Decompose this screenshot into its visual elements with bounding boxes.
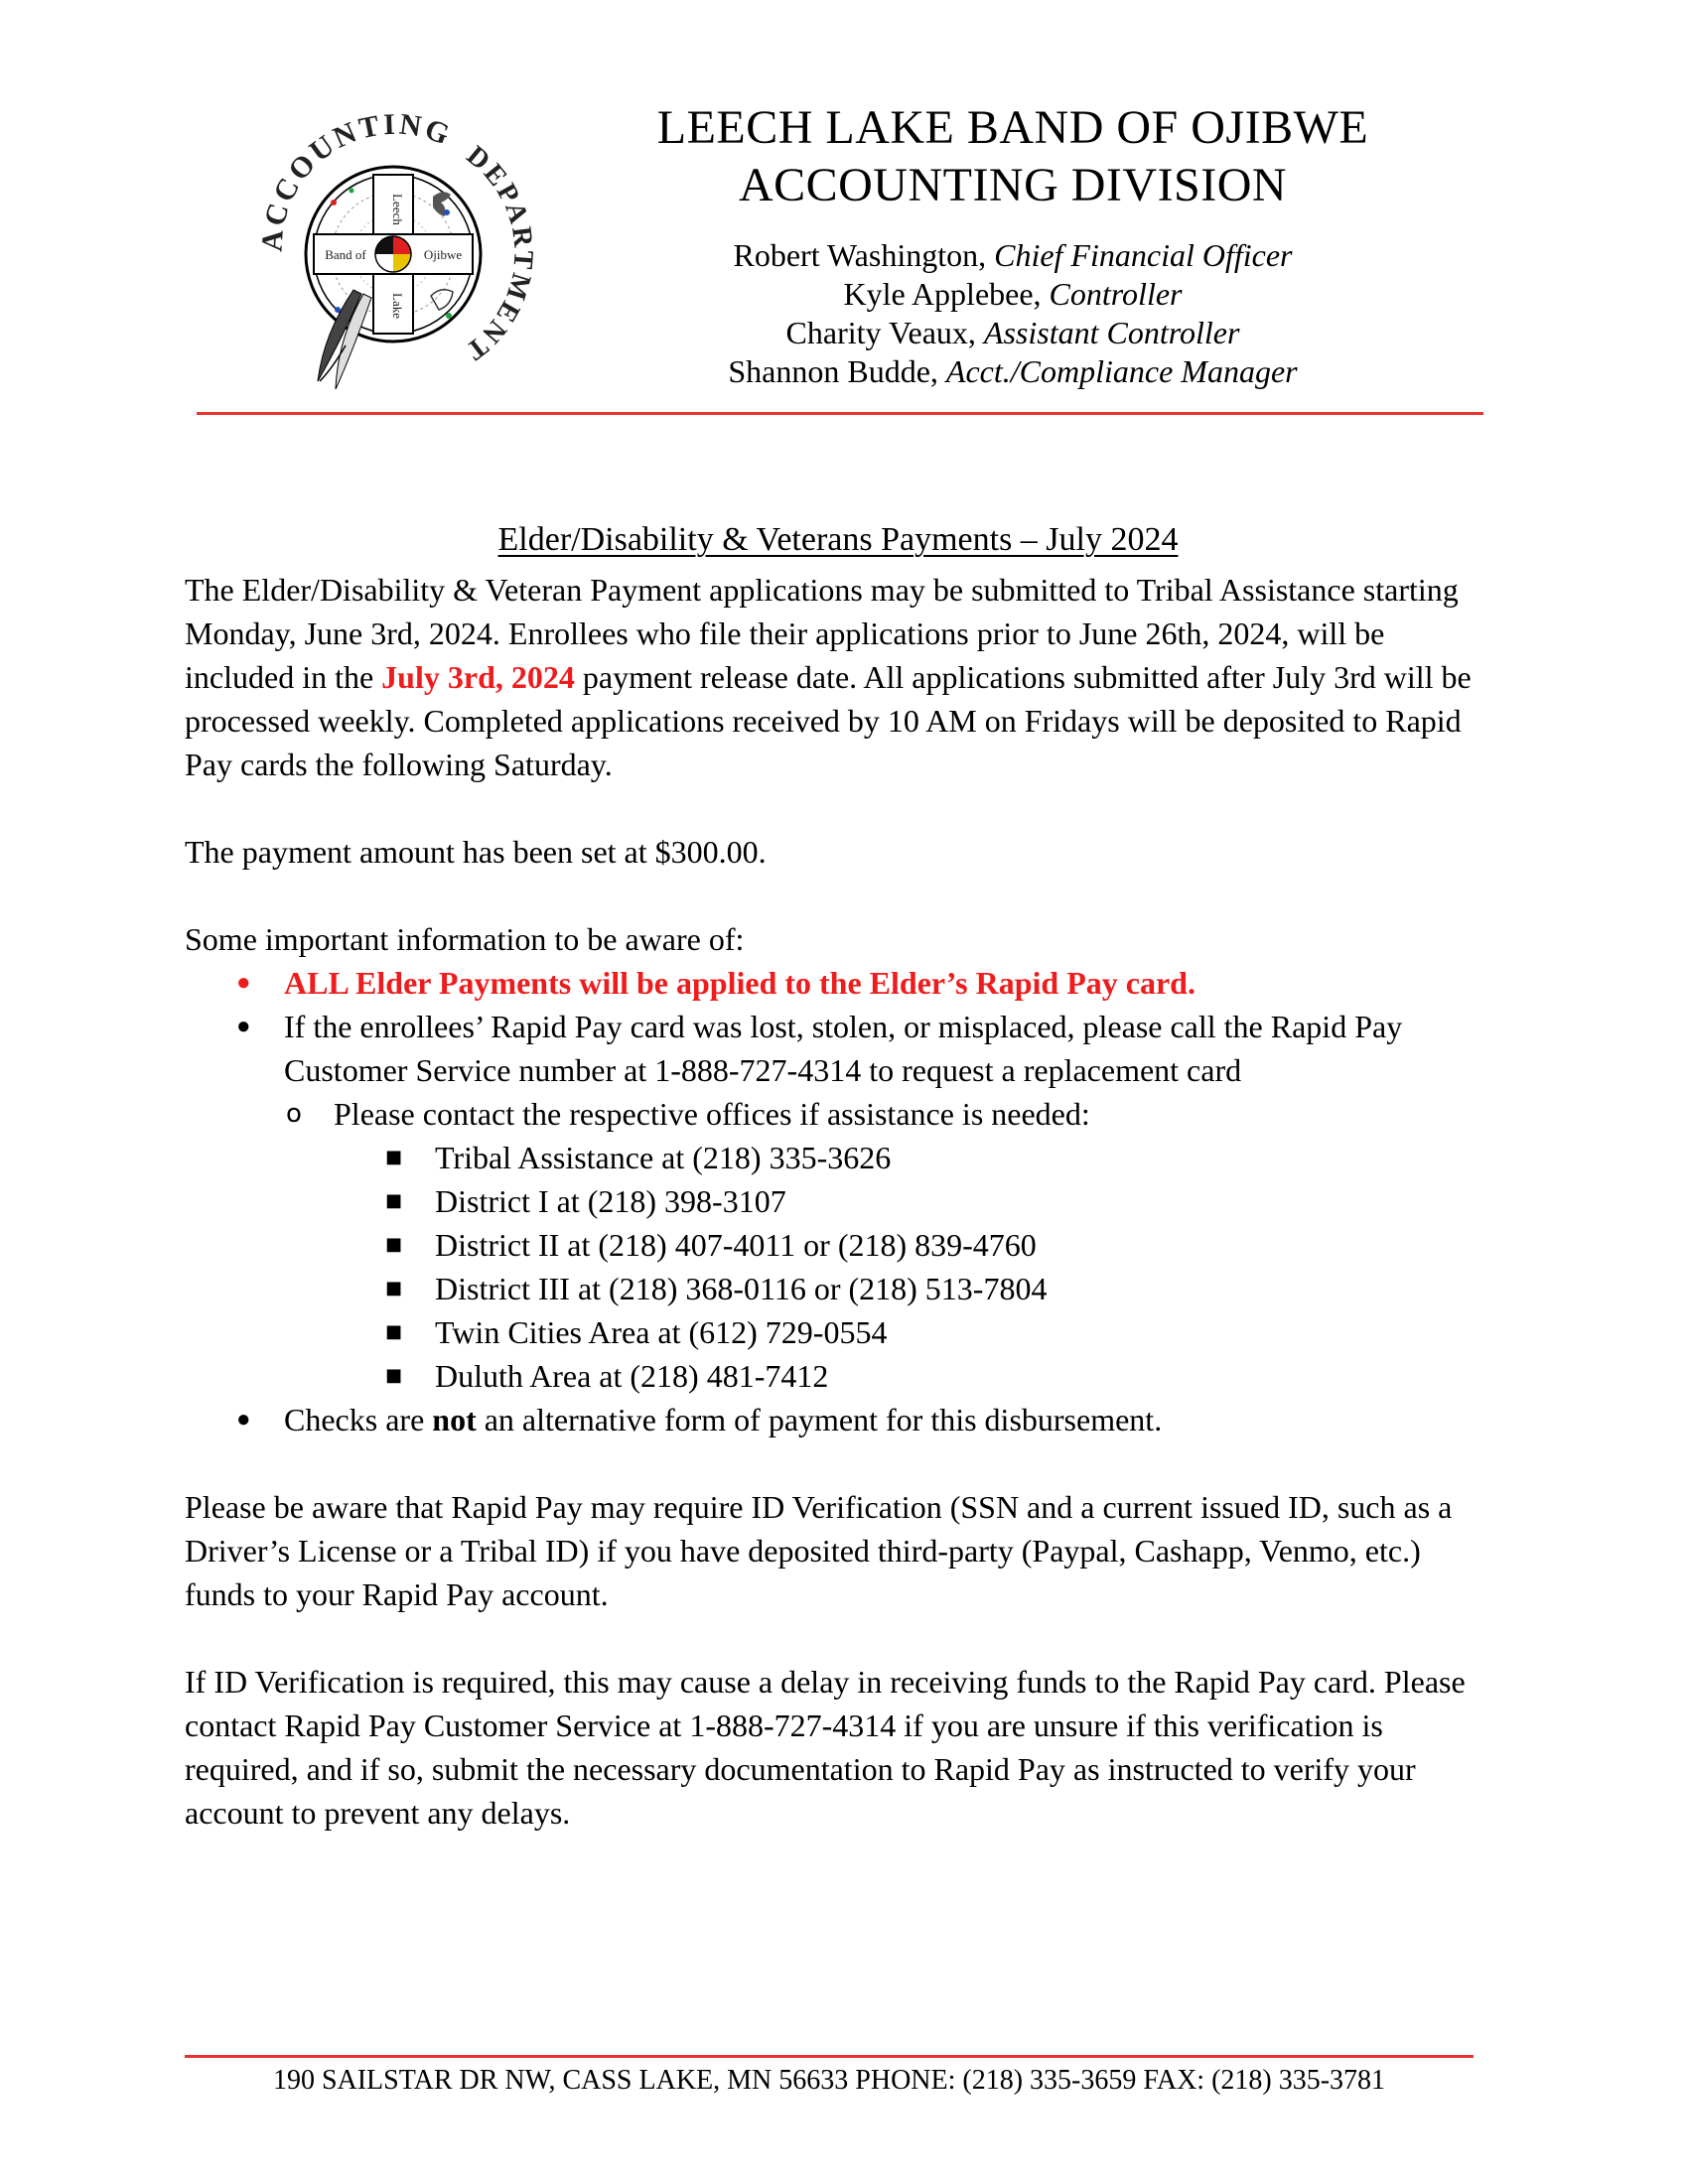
staff-line-compliance-manager bbox=[536, 352, 1489, 391]
feathers-icon bbox=[318, 290, 371, 389]
list-item bbox=[185, 1005, 1491, 1398]
logo-word-ojibwe: Ojibwe bbox=[423, 247, 463, 262]
info-list bbox=[185, 961, 1491, 1441]
square-bullet-icon: ■ bbox=[385, 1321, 403, 1342]
hollow-bullet-icon: o bbox=[286, 1099, 302, 1129]
svg-text:ACCOUNTING bbox=[255, 108, 456, 253]
staff-name: Robert Washington, bbox=[733, 237, 995, 273]
release-date-highlight: July 3rd, 2024 bbox=[381, 659, 575, 695]
list-item bbox=[284, 1092, 1491, 1398]
office-contact: District III at (218) 368-0116 or (218) 513-7804 bbox=[435, 1271, 1048, 1306]
checks-emphasis: not bbox=[432, 1402, 477, 1437]
list-item bbox=[334, 1354, 1491, 1398]
office-contact: Tribal Assistance at (218) 335-3626 bbox=[435, 1140, 892, 1175]
id-verification-paragraph: Please be aware that Rapid Pay may require ID Verification (SSN and a current issued ID, such as a Driver’s License or a Tribal ID) if you have deposited third-party (Paypal, Cashapp, Venmo, etc.) funds to your Rapid Pay account. bbox=[185, 1489, 1453, 1612]
square-bullet-icon: ■ bbox=[385, 1147, 403, 1167]
staff-name: Charity Veaux, bbox=[785, 315, 984, 350]
office-contact-list bbox=[334, 1136, 1491, 1398]
info-lead-text: Some important information to be aware of: bbox=[185, 921, 745, 957]
document-title: Elder/Disability & Veterans Payments – July 2024 bbox=[497, 521, 1179, 558]
org-name: LEECH LAKE BAND OF OJIBWE bbox=[656, 101, 1369, 154]
list-item bbox=[334, 1267, 1491, 1310]
staff-title: Chief Financial Officer bbox=[994, 237, 1293, 273]
square-bullet-icon: ■ bbox=[385, 1190, 403, 1211]
logo-arc-top-text: ACCOUNTING bbox=[255, 107, 457, 253]
staff-title: Controller bbox=[1049, 276, 1183, 312]
office-contact: Twin Cities Area at (612) 729-0554 bbox=[435, 1314, 888, 1350]
sub-list bbox=[284, 1092, 1491, 1398]
office-contact: District II at (218) 407-4011 or (218) 839-4760 bbox=[435, 1227, 1037, 1263]
elder-payment-note: ALL Elder Payments will be applied to the Elder’s Rapid Pay card. bbox=[284, 965, 1196, 1001]
list-item bbox=[334, 1179, 1491, 1223]
square-bullet-icon: ■ bbox=[385, 1365, 403, 1386]
staff-title: Acct./Compliance Manager bbox=[945, 353, 1298, 389]
letterhead bbox=[536, 99, 1489, 391]
loon-icon bbox=[431, 290, 453, 310]
checks-note bbox=[284, 1402, 1162, 1437]
square-bullet-icon: ■ bbox=[385, 1278, 403, 1298]
medicine-wheel-icon bbox=[375, 236, 411, 272]
footer-divider bbox=[185, 2055, 1474, 2058]
logo-word-band-of: Band of bbox=[325, 247, 366, 262]
logo-word-leech: Leech bbox=[390, 194, 405, 225]
staff-name: Kyle Applebee, bbox=[843, 276, 1050, 312]
footer-address: 190 SAILSTAR DR NW, CASS LAKE, MN 56633 PHONE: (218) 335-3659 FAX: (218) 335-3781 bbox=[272, 2065, 1386, 2096]
intro-text-1: The Elder/Disability & Veteran Payment applications may be submitted to Tribal Assistance starting Monday, June 3rd, 2024. Enrollees who file their applications prior to June 26th, 2024, will be included in the bbox=[185, 572, 1459, 695]
staff-list bbox=[536, 236, 1489, 391]
lost-card-note: If the enrollees’ Rapid Pay card was lost, stolen, or misplaced, please call the Rapid Pay Customer Service number at 1-888-727-4314 to request a replacement card bbox=[284, 1009, 1403, 1088]
list-item bbox=[185, 1398, 1491, 1441]
list-item bbox=[334, 1136, 1491, 1179]
staff-title: Assistant Controller bbox=[983, 315, 1240, 350]
staff-line-assistant-controller bbox=[536, 314, 1489, 352]
division-name: ACCOUNTING DIVISION bbox=[738, 159, 1288, 211]
list-item bbox=[334, 1223, 1491, 1267]
bullet-icon: ● bbox=[236, 970, 251, 996]
accounting-department-logo bbox=[234, 85, 552, 403]
document-body bbox=[185, 516, 1491, 1835]
intro-paragraph bbox=[185, 568, 1491, 786]
contact-offices-note: Please contact the respective offices if assistance is needed: bbox=[334, 1096, 1090, 1132]
checks-text-1: Checks are bbox=[284, 1402, 433, 1437]
intro-text-2: payment release date. All applications submitted after July 3rd will be processed weekly. Completed applications received by 10 AM on Fridays will be deposited to Rapid Pay cards the following Saturday. bbox=[185, 659, 1472, 782]
checks-text-2: an alternative form of payment for this disbursement. bbox=[476, 1402, 1163, 1437]
bullet-icon: ● bbox=[236, 1407, 251, 1433]
logo-arc-right-text: DEPARTMENT bbox=[458, 140, 539, 368]
delay-paragraph: If ID Verification is required, this may cause a delay in receiving funds to the Rapid Pay card. Please contact Rapid Pay Customer Service at 1-888-727-4314 if you are unsure if this verification is required, and if so, submit the necessary documentation to Rapid Pay as instructed to verify your account to prevent any delays. bbox=[185, 1664, 1466, 1831]
bullet-icon: ● bbox=[236, 1014, 251, 1039]
square-bullet-icon: ■ bbox=[385, 1234, 403, 1255]
payment-amount-text: The payment amount has been set at $300.00. bbox=[185, 834, 767, 870]
list-item bbox=[334, 1310, 1491, 1354]
header-divider bbox=[197, 412, 1483, 415]
staff-line-controller bbox=[536, 275, 1489, 314]
list-item bbox=[185, 961, 1491, 1005]
office-contact: Duluth Area at (218) 481-7412 bbox=[435, 1358, 829, 1394]
office-contact: District I at (218) 398-3107 bbox=[435, 1183, 786, 1219]
logo-word-lake: Lake bbox=[390, 293, 405, 319]
staff-line-cfo bbox=[536, 236, 1489, 275]
staff-name: Shannon Budde, bbox=[728, 353, 946, 389]
